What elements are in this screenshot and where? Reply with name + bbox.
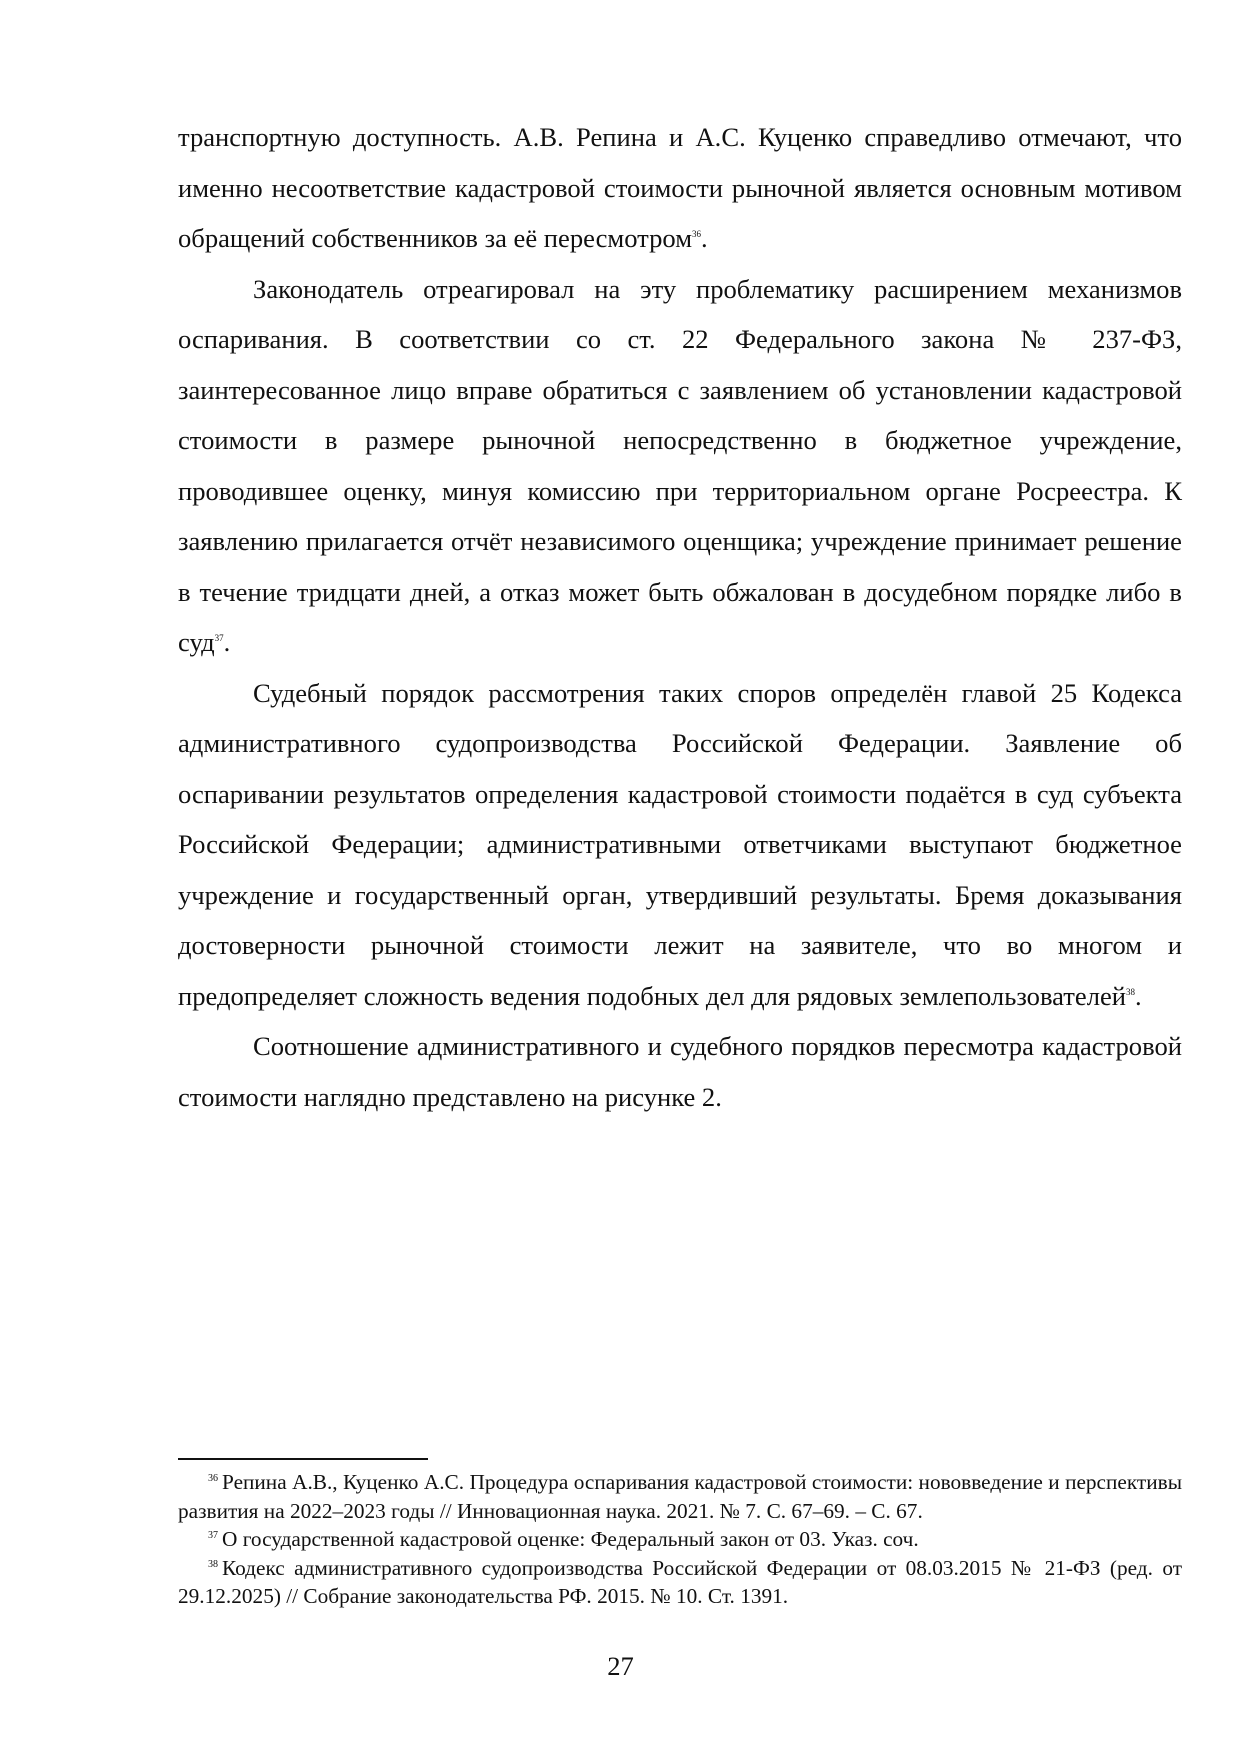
paragraph-tail: .	[701, 223, 708, 253]
paragraph-text: Законодатель отреагировал на эту проблематику расширением механизмов оспаривания. В соответствии со ст. 22 Федерального закона № 237-ФЗ, заинтересованное лицо вправе обратиться с заявлением об установлении кадастровой стоимости в размере рыночной непосредственно в бюджетное учреждение, проводившее оценку, минуя комиссию при территориальном органе Росреестра. К заявлению прилагается отчёт независимого оценщика; учреждение принимает решение в течение тридцати дней, а отказ может быть обжалован в досудебном порядке либо в суд	[178, 273, 1182, 657]
paragraph-tail: .	[223, 627, 231, 657]
main-text	[178, 112, 1182, 1122]
footnote	[178, 1554, 1182, 1611]
footnote	[178, 1525, 1182, 1554]
paragraph-text: Соотношение административного и судебного порядков пересмотра кадастровой стоимости наглядно представлено на рисунке 2.	[178, 1031, 1182, 1112]
page-number: 27	[607, 1651, 634, 1681]
footnote-reference[interactable]: 38	[1126, 986, 1136, 997]
footnote-reference[interactable]: 37	[214, 633, 224, 643]
footnote-number: 38	[208, 1558, 218, 1570]
footnote-text: Репина А.В., Куценко А.С. Процедура оспаривания кадастровой стоимости: нововведение и перспективы развития на 2022–2023 годы // Инновационная наука. 2021. № 7. С. 67–69. – С. 67.	[178, 1470, 1182, 1523]
paragraph	[178, 668, 1182, 1022]
paragraph-continuation	[178, 112, 1182, 264]
paragraph-text: Судебный порядок рассмотрения таких споров определён главой 25 Кодекса административного судопроизводства Российской Федерации. Заявление об оспаривании результатов определения кадастровой стоимости подаётся в суд субъекта Российской Федерации; административными ответчиками выступают бюджетное учреждение и государственный орган, утвердивший результаты. Бремя доказывания достоверности рыночной стоимости лежит на заявителе, что во многом и предопределяет сложность ведения подобных дел для рядовых землепользователей	[178, 677, 1182, 1011]
footnote-separator	[178, 1458, 428, 1460]
paragraph-tail: .	[1135, 980, 1142, 1011]
footnote-reference[interactable]: 36	[692, 229, 702, 239]
paragraph	[178, 264, 1182, 668]
footnote-text: О государственной кадастровой оценке: Федеральный закон от 03. Указ. соч.	[222, 1527, 919, 1551]
footnote	[178, 1468, 1182, 1525]
footnote-text: Кодекс административного судопроизводства Российской Федерации от 08.03.2015 № 21-ФЗ (ред. от 29.12.2025) // Собрание законодательства РФ. 2015. № 10. Ст. 1391.	[178, 1555, 1182, 1608]
paragraph-text: транспортную доступность. А.В. Репина и А.С. Куценко справедливо отмечают, что именно несоответствие кадастровой стоимости рыночной является основным мотивом обращений собственников за её пересмотром	[178, 122, 1182, 253]
footnotes	[178, 1468, 1182, 1611]
footnote-number: 37	[208, 1530, 218, 1541]
paragraph	[178, 1021, 1182, 1122]
footnote-number: 36	[208, 1473, 218, 1484]
